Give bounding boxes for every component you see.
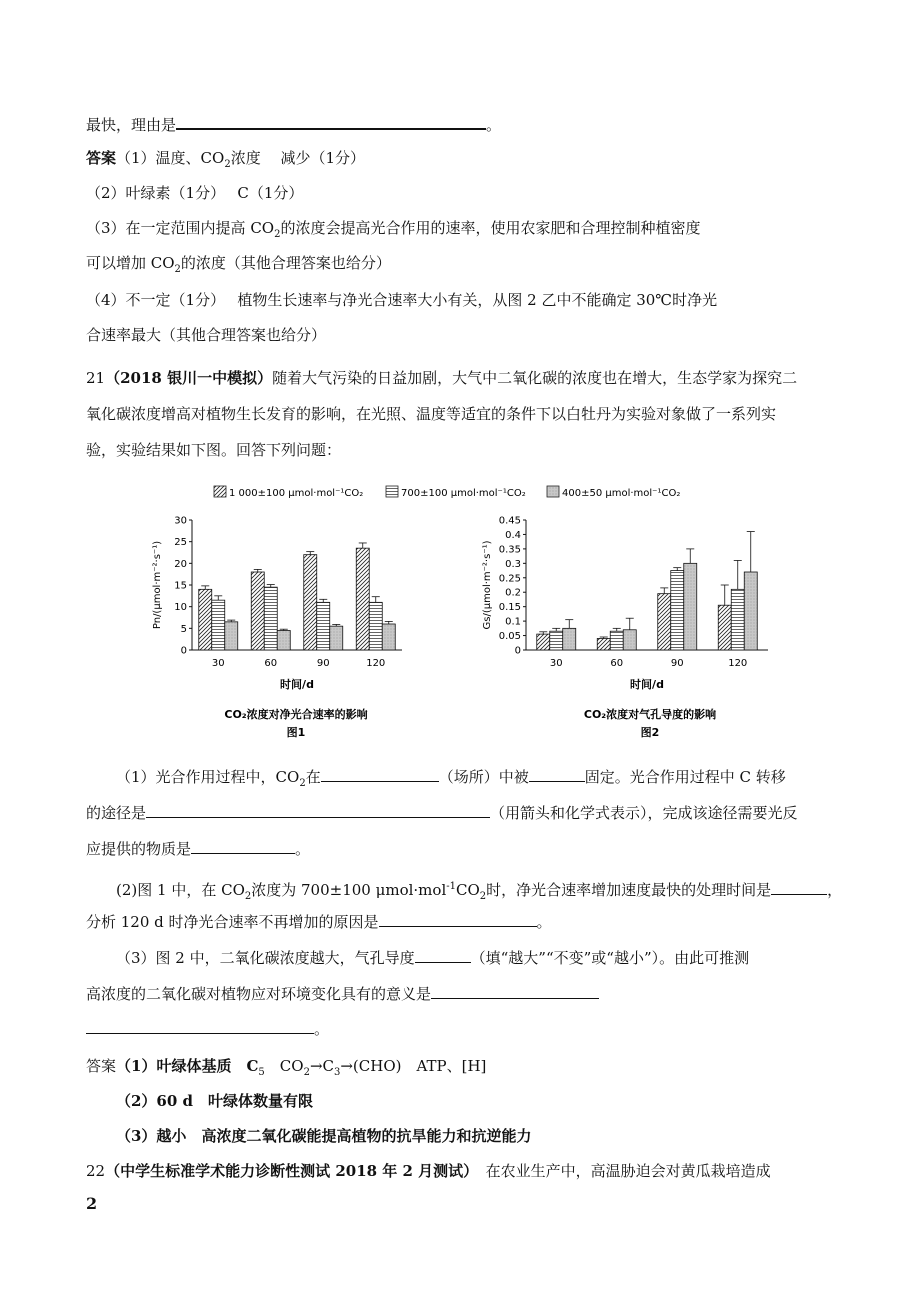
y-tick-label: 0.25 bbox=[498, 573, 521, 585]
chart-legend bbox=[214, 486, 680, 499]
subq-1-line-2: 的途径是 （用箭头和化学式表示），完成该途径需要光反 bbox=[86, 804, 798, 822]
bar bbox=[671, 571, 684, 650]
legend-swatch-400 bbox=[547, 486, 559, 497]
blank-light-products[interactable] bbox=[191, 839, 295, 854]
y-tick-label: 20 bbox=[174, 558, 187, 570]
legend-label-700: 700±100 μmol·mol⁻¹CO₂ bbox=[401, 488, 526, 499]
chart-stomatal-conductance bbox=[482, 516, 768, 692]
question-21-line-1: 21（2018 银川一中模拟）随着大气污染的日益加剧，大气中二氧化碳的浓度也在增大，生态学家为探究二 bbox=[86, 369, 798, 387]
blank-stomatal-trend[interactable] bbox=[415, 948, 471, 963]
y-axis-label: Pn/(μmol·m⁻²·s⁻¹) bbox=[152, 540, 163, 630]
subq-3-line-3: 。 bbox=[86, 1019, 329, 1039]
subq-1-line-1: （1）光合作用过程中，$CO_2$在 （场所）中被 固定。光合作用过程中 C 转移 bbox=[116, 768, 786, 789]
answer-line-4b: 合速率最大（其他合理答案也给分） bbox=[86, 326, 327, 344]
y-tick-label: 0 bbox=[514, 645, 521, 657]
subq-3-line-2: 高浓度的二氧化碳对植物应对环境变化具有的意义是 bbox=[86, 984, 599, 1004]
y-tick-label: 15 bbox=[174, 580, 187, 592]
blank-fixed-by[interactable] bbox=[529, 767, 585, 782]
question-21-line-3: 验，实验结果如下图。回答下列问题： bbox=[86, 441, 342, 459]
chart1-figure-label: 图1 bbox=[286, 726, 306, 739]
bar bbox=[537, 634, 550, 650]
answer-line-3b: 可以增加 $CO_2$的浓度（其他合理答案也给分） bbox=[86, 254, 391, 275]
bar bbox=[225, 622, 238, 650]
chart1-title: CO₂浓度对净光合速率的影响 bbox=[224, 708, 368, 721]
bar bbox=[317, 602, 330, 650]
x-tick-label: 30 bbox=[211, 658, 225, 669]
bar bbox=[718, 605, 731, 650]
x-tick-label: 90 bbox=[316, 658, 330, 669]
answer-21-line-3: （3）越小 高浓度二氧化碳能提高植物的抗旱能力和抗逆能力 bbox=[116, 1127, 532, 1145]
y-tick-label: 0.35 bbox=[498, 544, 521, 556]
legend-label-1000: 1 000±100 μmol·mol⁻¹CO₂ bbox=[229, 488, 364, 499]
y-tick-label: 5 bbox=[180, 623, 187, 635]
bar bbox=[199, 589, 212, 650]
figure-charts bbox=[0, 478, 920, 748]
bar bbox=[684, 563, 697, 650]
question-21-line-2: 氧化碳浓度增高对植物生长发育的影响，在光照、温度等适宜的条件下以白牡丹为实验对象做了一系列实 bbox=[86, 405, 777, 423]
y-tick-label: 30 bbox=[174, 515, 187, 527]
chart2-figure-label: 图2 bbox=[640, 726, 660, 739]
blank-significance-1[interactable] bbox=[431, 984, 599, 999]
bar bbox=[264, 587, 277, 650]
bar bbox=[658, 594, 671, 650]
blank-carbon-path[interactable] bbox=[146, 803, 490, 818]
y-tick-label: 0.05 bbox=[498, 631, 521, 643]
question-tail-line: 最快，理由是 。 bbox=[86, 116, 502, 134]
bar bbox=[744, 572, 757, 650]
bar bbox=[356, 548, 369, 650]
page-number: 2 bbox=[86, 1194, 98, 1213]
blank-time[interactable] bbox=[771, 880, 827, 895]
answer-21-line-1: 答案（1）叶绿体基质 $C_5$ $CO_2\to C_3\to(CHO)$ ATP、[H] bbox=[86, 1057, 487, 1078]
bar bbox=[623, 630, 636, 650]
answer-21-line-2: （2）60 d 叶绿体数量有限 bbox=[116, 1092, 314, 1110]
blank-reason[interactable] bbox=[379, 912, 537, 927]
x-axis-label: 时间/d bbox=[280, 678, 314, 691]
subq-2-line-2: 分析 120 d 时净光合速率不再增加的原因是 。 bbox=[86, 913, 552, 931]
x-tick-label: 30 bbox=[549, 658, 563, 669]
bar bbox=[731, 589, 744, 650]
y-tick-label: 10 bbox=[174, 602, 187, 614]
bar bbox=[304, 555, 317, 650]
x-tick-label: 60 bbox=[610, 658, 624, 669]
y-tick-label: 0.15 bbox=[498, 602, 521, 614]
charts-svg bbox=[0, 478, 920, 748]
legend-label-400: 400±50 μmol·mol⁻¹CO₂ bbox=[562, 488, 681, 499]
y-tick-label: 25 bbox=[174, 537, 187, 549]
x-tick-label: 120 bbox=[728, 658, 748, 669]
chart2-title: CO₂浓度对气孔导度的影响 bbox=[583, 708, 717, 721]
answer-line-1: 答案（1）温度、$CO_2$浓度 减少（1分） bbox=[86, 149, 366, 170]
subq-2-line-1: (2)图 1 中，在 $CO_2$浓度为 700±100 $\mu mol\cdot mol^{-1}CO_2$时，净光合速率增加速度最快的处理时间是 ， bbox=[116, 881, 843, 902]
bar bbox=[212, 600, 225, 650]
bar bbox=[610, 631, 623, 650]
blank-site[interactable] bbox=[321, 767, 439, 782]
subq-1-line-3: 应提供的物质是 。 bbox=[86, 840, 311, 858]
bar bbox=[369, 602, 382, 650]
bar bbox=[550, 631, 563, 650]
answer-line-4: （4）不一定（1分） 植物生长速率与净光合速率大小有关，从图 2 乙中不能确定 30℃时净光 bbox=[86, 291, 718, 309]
y-axis-label: Gs/(μmol·m⁻²·s⁻¹) bbox=[482, 540, 493, 630]
x-tick-label: 60 bbox=[264, 658, 278, 669]
answer-line-3: （3）在一定范围内提高 $CO_2$的浓度会提高光合作用的速率，使用农家肥和合理控制种植密度 bbox=[86, 219, 701, 240]
bar bbox=[597, 638, 610, 650]
x-tick-label: 120 bbox=[366, 658, 386, 669]
x-tick-label: 90 bbox=[670, 658, 684, 669]
subq-3-line-1: （3）图 2 中，二氧化碳浓度越大，气孔导度 （填“越大”“不变”或“越小”）。由此可推测 bbox=[116, 949, 750, 967]
y-tick-label: 0.45 bbox=[498, 515, 521, 527]
y-tick-label: 0.2 bbox=[505, 587, 521, 599]
bar bbox=[251, 572, 264, 650]
bar bbox=[277, 631, 290, 651]
y-tick-label: 0 bbox=[180, 645, 187, 657]
question-22-line-1: 22（中学生标准学术能力诊断性测试 2018 年 2 月测试） 在农业生产中，高温胁迫会对黄瓜栽培造成 bbox=[86, 1162, 771, 1180]
blank-significance-2[interactable] bbox=[86, 1019, 314, 1034]
x-axis-label: 时间/d bbox=[630, 678, 664, 691]
legend-swatch-1000 bbox=[214, 486, 226, 497]
y-tick-label: 0.3 bbox=[505, 558, 521, 570]
y-tick-label: 0.1 bbox=[505, 616, 521, 628]
answer-line-2: （2）叶绿素（1分） C（1分） bbox=[86, 184, 304, 202]
y-tick-label: 0.4 bbox=[505, 529, 521, 541]
chart-net-photosynthesis bbox=[152, 516, 402, 692]
bar bbox=[330, 626, 343, 650]
bar bbox=[382, 624, 395, 650]
legend-swatch-700 bbox=[386, 486, 398, 497]
answer-blank[interactable] bbox=[176, 114, 486, 130]
bar bbox=[563, 628, 576, 650]
